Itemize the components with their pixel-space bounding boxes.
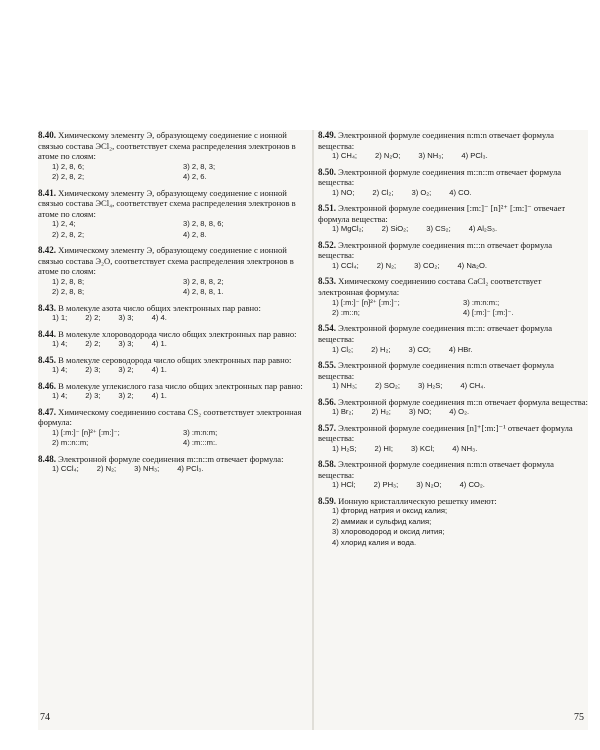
answer-option: 2) H₂; xyxy=(371,344,391,354)
answer-options xyxy=(38,313,308,323)
answer-option: 2) 2, 8, 2; xyxy=(52,172,85,182)
answer-option: 1) [:m:]⁻ [n]²⁺ [:m:]⁻; xyxy=(52,427,120,437)
answer-option: 1) NO; xyxy=(332,187,355,197)
answer-option: 1) 2, 4; xyxy=(52,219,76,229)
answer-option: 4) 2, 8. xyxy=(183,229,207,239)
problem xyxy=(318,459,588,491)
answer-option: 4) Na₂O. xyxy=(457,260,487,270)
answer-option: 3) N₂O; xyxy=(416,480,442,490)
answer-option: 1) 4; xyxy=(52,365,68,375)
problem-number: 8.40. xyxy=(38,130,56,140)
problem-number: 8.46. xyxy=(38,380,56,391)
answer-option: 1) фторид натрия и оксид калия; xyxy=(332,506,448,516)
answer-options xyxy=(318,480,588,490)
problem-number: 8.54. xyxy=(318,323,336,334)
answer-option: 2) N₂; xyxy=(376,260,397,270)
problem-number: 8.49. xyxy=(318,130,336,140)
answer-option: 1) 2, 8, 8; xyxy=(52,276,85,286)
answer-options xyxy=(318,345,588,355)
problem-text: Электронной формуле соединения m::n::m отвечает формула вещества: xyxy=(318,166,562,188)
page-gutter xyxy=(312,130,314,730)
problem xyxy=(38,245,308,298)
problem-stem xyxy=(318,323,588,344)
problem xyxy=(38,355,308,376)
answer-options xyxy=(318,444,588,454)
problem-stem xyxy=(38,130,308,162)
answer-options xyxy=(38,339,308,349)
right-page xyxy=(318,130,588,730)
answer-option: 3) CS₂; xyxy=(426,224,451,234)
answer-option: 1) 4; xyxy=(52,391,68,401)
answer-option: 3) :m:n:m; xyxy=(183,427,218,437)
problem-text: Химическому элементу Э, образующему соединение с ионной связью состава Э₂O, соответствует схема распределения электронов в атоме по слоям: xyxy=(38,245,294,277)
answer-option: 4) 4. xyxy=(151,313,167,323)
answer-option: 3) 2, 8, 3; xyxy=(183,161,216,171)
problem xyxy=(38,303,308,324)
answer-options xyxy=(318,298,588,319)
problem-text: В молекуле углекислого газа число общих электронных пар равно: xyxy=(58,380,303,391)
problem xyxy=(38,329,308,350)
problem-stem xyxy=(38,355,308,366)
answer-option: 2) SiO₂; xyxy=(381,224,409,234)
answer-option: 4) CH₄. xyxy=(460,381,486,391)
answer-option: 2) 3; xyxy=(85,365,101,375)
answer-option: 4) Al₂S₃. xyxy=(468,224,498,234)
problem-text: В молекуле сероводорода число общих электронных пар равно: xyxy=(58,354,292,365)
answer-options xyxy=(38,464,308,474)
problem-number: 8.41. xyxy=(38,187,56,198)
problem xyxy=(38,381,308,402)
problem-number: 8.58. xyxy=(318,459,336,470)
problem xyxy=(318,360,588,392)
problem-number: 8.47. xyxy=(38,406,56,417)
answer-option: 4) 2, 8, 8, 1. xyxy=(183,287,224,297)
problem-stem xyxy=(318,167,588,188)
answer-option: 3) CO; xyxy=(408,344,431,354)
answer-option: 4) 1. xyxy=(151,339,167,349)
problem-number: 8.55. xyxy=(318,359,336,370)
answer-option: 2) m::n::m; xyxy=(52,438,89,448)
problem-stem xyxy=(38,454,308,465)
answer-option: 4) 1. xyxy=(151,365,167,375)
problem-text: Электронной формуле соединения [:m:]⁻ [n]²⁺ [:m:]⁻ отвечает формула вещества: xyxy=(318,203,566,224)
answer-option: 1) Cl₂; xyxy=(332,344,354,354)
answer-options xyxy=(318,188,588,198)
problem-text: Электронной формуле соединения m:::n отвечает формула вещества: xyxy=(318,239,553,261)
answer-option: 1) CCl₄; xyxy=(52,464,79,474)
problem-number: 8.43. xyxy=(38,302,56,313)
problem-text: В молекуле азота число общих электронных пар равно: xyxy=(58,302,261,313)
answer-options xyxy=(318,506,588,548)
problem-stem xyxy=(38,329,308,340)
problem-stem xyxy=(318,423,588,444)
answer-option: 4) [:m:]⁻ [:m:]⁻. xyxy=(463,307,514,317)
page-number: 75 xyxy=(574,712,584,723)
answer-option: 3) 2, 8, 8, 6; xyxy=(183,219,224,229)
answer-option: 3) 3; xyxy=(118,339,134,349)
problem-number: 8.45. xyxy=(38,354,56,365)
book-spread xyxy=(38,130,588,730)
problem xyxy=(318,130,588,162)
problem-stem xyxy=(318,397,588,408)
problem-stem xyxy=(318,240,588,261)
answer-option: 2) SO₂; xyxy=(375,381,400,391)
answer-option: 4) PCl₃. xyxy=(177,464,204,474)
problem-stem xyxy=(318,130,588,151)
problem-stem xyxy=(38,381,308,392)
answer-option: 3) NO; xyxy=(408,407,432,417)
answer-option: 1) Br₂; xyxy=(332,407,354,417)
answer-option: 2) 2, 8, 2; xyxy=(52,229,85,239)
answer-option: 3) NH₃; xyxy=(134,464,160,474)
problem-text: Химическому элементу Э, образующему соединение с ионной связью состава ЭCl₂, соответствует схема распределения электронов в атоме по слоям: xyxy=(38,130,296,162)
answer-option: 2) 2; xyxy=(85,339,101,349)
answer-options xyxy=(38,277,308,298)
problem xyxy=(38,407,308,449)
problem-number: 8.53. xyxy=(318,276,336,287)
problem xyxy=(318,397,588,418)
answer-option: 2) HI; xyxy=(374,443,394,453)
problem xyxy=(38,454,308,475)
answer-option: 2) 2, 8, 8; xyxy=(52,287,85,297)
answer-option: 1) 1; xyxy=(52,313,68,323)
answer-option: 4) PCl₃. xyxy=(461,151,488,161)
problem-text: Химическому элементу Э, образующему соединение с ионной связью состава ЭCl₄, соответствует схема распределения электронов в атоме по слоям: xyxy=(38,187,296,219)
answer-option: 2) 3; xyxy=(85,391,101,401)
problem-number: 8.50. xyxy=(318,166,336,177)
answer-options xyxy=(318,261,588,271)
answer-option: 4) CO. xyxy=(449,187,472,197)
problem xyxy=(38,130,308,183)
answer-option: 3) :m:n:m:; xyxy=(463,297,500,307)
problem-text: Электронной формуле соединения n:m:n отвечает формула вещества: xyxy=(318,459,554,480)
answer-option: 4) хлорид калия и вода. xyxy=(332,537,417,547)
problem-number: 8.59. xyxy=(318,495,336,506)
answer-option: 1) 2, 8, 6; xyxy=(52,161,85,171)
answer-options xyxy=(38,365,308,375)
answer-option: 3) KCl; xyxy=(411,443,435,453)
answer-option: 4) 1. xyxy=(151,391,167,401)
answer-option: 1) HCl; xyxy=(332,480,356,490)
answer-option: 1) MgCl₂; xyxy=(332,224,364,234)
problem xyxy=(318,323,588,355)
answer-option: 2) PH₃; xyxy=(373,480,399,490)
problem xyxy=(318,496,588,548)
problem-stem xyxy=(318,203,588,224)
problem xyxy=(318,423,588,455)
answer-option: 3) NH₃; xyxy=(418,151,444,161)
problem-text: Электронной формуле соединения m::n отвечает формула вещества: xyxy=(338,396,588,407)
answer-option: 2) 2; xyxy=(85,313,101,323)
answer-option: 2) N₂O; xyxy=(375,151,401,161)
problem xyxy=(318,167,588,199)
problem-text: Электронной формуле соединения n:m:n отвечает формула вещества: xyxy=(318,359,554,381)
problem-text: В молекуле хлороводорода число общих электронных пар равно: xyxy=(58,328,297,339)
problem-number: 8.57. xyxy=(318,422,336,433)
answer-option: 3) 3; xyxy=(118,313,134,323)
problem xyxy=(318,276,588,318)
answer-option: 3) H₂S; xyxy=(417,381,443,391)
answer-option: 4) HBr. xyxy=(448,344,473,354)
answer-option: 3) хлороводород и оксид лития; xyxy=(332,527,445,537)
problem-text: Химическому соединению состава CaCl₂ соответствует электронная формула: xyxy=(318,276,542,297)
problem-stem xyxy=(38,407,308,428)
answer-options xyxy=(38,391,308,401)
answer-option: 2) N₂; xyxy=(96,464,117,474)
answer-option: 4) CO₂. xyxy=(459,480,485,490)
answer-option: 2) H₂; xyxy=(371,407,391,417)
problem-number: 8.52. xyxy=(318,239,336,250)
problem-text: Электронной формуле соединения m::n::m отвечает формула: xyxy=(58,453,284,464)
answer-options xyxy=(318,381,588,391)
answer-options xyxy=(38,162,308,183)
answer-option: 1) CCl₄; xyxy=(332,260,359,270)
problem-stem xyxy=(38,245,308,277)
problem-text: Ионную кристаллическую решетку имеют: xyxy=(338,495,497,506)
problem-number: 8.44. xyxy=(38,328,56,339)
problem-stem xyxy=(318,276,588,297)
problem-text: Электронной формуле соединения m::n: отвечает формула вещества: xyxy=(318,323,553,344)
answer-option: 1) NH₃; xyxy=(332,381,358,391)
answer-options xyxy=(38,428,308,449)
answer-option: 1) 4; xyxy=(52,339,68,349)
problem-number: 8.56. xyxy=(318,396,336,407)
answer-option: 4) O₂. xyxy=(449,407,470,417)
answer-option: 3) CO₂; xyxy=(414,260,440,270)
problem-number: 8.42. xyxy=(38,245,56,256)
left-page xyxy=(38,130,308,730)
answer-option: 1) CH₄; xyxy=(332,151,358,161)
problem-stem xyxy=(38,303,308,314)
problem-stem xyxy=(318,360,588,381)
problem-text: Электронной формуле соединения n:m:n отвечает формула вещества: xyxy=(318,130,554,151)
answer-option: 3) O₂; xyxy=(411,187,432,197)
problem xyxy=(318,203,588,235)
answer-option: 4) 2, 6. xyxy=(183,172,207,182)
answer-options xyxy=(318,151,588,161)
answer-options xyxy=(318,407,588,417)
problem xyxy=(38,188,308,241)
answer-options xyxy=(38,219,308,240)
problem-stem xyxy=(38,188,308,220)
answer-option: 1) [:m:]⁻ [n]²⁺ [:m:]⁻; xyxy=(332,297,400,307)
answer-options xyxy=(318,224,588,234)
answer-option: 2) аммиак и сульфид калия; xyxy=(332,516,432,526)
problem-number: 8.51. xyxy=(318,203,336,214)
answer-option: 4) :m:::m:. xyxy=(183,438,218,448)
problem-text: Электронной формуле соединения [n]⁺[:m:]⁻¹ отвечает формула вещества: xyxy=(318,422,573,444)
answer-option: 4) NH₃. xyxy=(452,443,478,453)
answer-option: 3) 2, 8, 8, 2; xyxy=(183,276,224,286)
problem xyxy=(318,240,588,272)
answer-option: 1) H₂S; xyxy=(332,443,357,453)
problem-stem xyxy=(318,459,588,480)
answer-option: 3) 2; xyxy=(118,391,134,401)
page-number: 74 xyxy=(40,712,50,723)
problem-stem xyxy=(318,496,588,507)
problem-text: Химическому соединению состава CS₂ соответствует электронная формула: xyxy=(38,406,302,428)
answer-option: 2) :m::n; xyxy=(332,307,360,317)
problem-number: 8.48. xyxy=(38,453,56,464)
answer-option: 2) Cl₂; xyxy=(372,187,394,197)
answer-option: 3) 2; xyxy=(118,365,134,375)
